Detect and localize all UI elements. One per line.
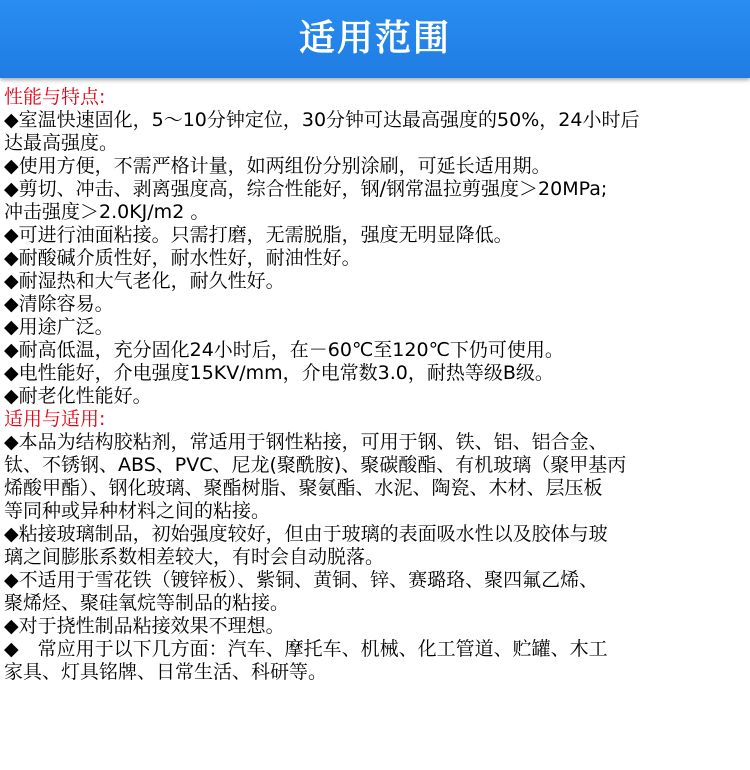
application-line: 钛、不锈钢、ABS、PVC、尼龙(聚酰胺)、聚碳酸酯、有机玻璃（聚甲基丙 bbox=[4, 454, 627, 476]
feature-line: ◆耐湿热和大气老化，耐久性好。 bbox=[4, 270, 285, 292]
section-title-features: 性能与特点: bbox=[4, 86, 106, 108]
feature-line: 达最高强度。 bbox=[4, 132, 119, 154]
feature-line: ◆可进行油面粘接。只需打磨，无需脱脂，强度无明显降低。 bbox=[4, 224, 513, 246]
application-line: ◆本品为结构胶粘剂，常适用于钢性粘接，可用于钢、铁、铝、铝合金、 bbox=[4, 431, 608, 453]
content-area bbox=[4, 86, 748, 684]
feature-line: 冲击强度＞2.0KJ/m2 。 bbox=[4, 201, 210, 223]
feature-line: ◆耐老化性能好。 bbox=[4, 385, 152, 407]
application-line: ◆不适用于雪花铁（镀锌板）、紫铜、黄铜、锌、赛璐珞、聚四氟乙烯、 bbox=[4, 569, 599, 591]
feature-line: ◆室温快速固化，5～10分钟定位，30分钟可达最高强度的50%，24小时后 bbox=[4, 109, 640, 131]
feature-line: ◆耐酸碱介质性好，耐水性好，耐油性好。 bbox=[4, 247, 361, 269]
feature-line: ◆用途广泛。 bbox=[4, 316, 114, 338]
application-line: 等同种或异种材料之间的粘接。 bbox=[4, 500, 271, 522]
application-line: 家具、灯具铭牌、日常生活、科研等。 bbox=[4, 661, 328, 683]
application-line: 烯酸甲酯）、钢化玻璃、聚酯树脂、聚氨酯、水泥、陶瓷、木材、层压板 bbox=[4, 477, 603, 499]
feature-line: ◆电性能好，介电强度15KV/mm，介电常数3.0，耐热等级B级。 bbox=[4, 362, 554, 384]
application-line: ◆对于挠性制品粘接效果不理想。 bbox=[4, 615, 285, 637]
header-banner bbox=[0, 0, 750, 78]
feature-line: ◆耐高低温，充分固化24小时后，在－60℃至120℃下仍可使用。 bbox=[4, 339, 564, 361]
application-line: ◆ 常应用于以下几方面：汽车、摩托车、机械、化工管道、贮罐、木工 bbox=[4, 638, 608, 660]
feature-line: ◆清除容易。 bbox=[4, 293, 114, 315]
application-line: 璃之间膨胀系数相差较大，有时会自动脱落。 bbox=[4, 546, 385, 568]
application-line: ◆粘接玻璃制品，初始强度较好，但由于玻璃的表面吸水性以及胶体与玻 bbox=[4, 523, 608, 545]
page-title: 适用范围 bbox=[298, 18, 451, 59]
feature-line: ◆使用方便，不需严格计量，如两组份分别涂刷，可延长适用期。 bbox=[4, 155, 551, 177]
application-line: 聚烯烃、聚硅氧烷等制品的粘接。 bbox=[4, 592, 290, 614]
feature-line: ◆剪切、冲击、剥离强度高，综合性能好，钢/钢常温拉剪强度＞20MPa; bbox=[4, 178, 608, 200]
section-title-applications: 适用与适用: bbox=[4, 408, 106, 430]
